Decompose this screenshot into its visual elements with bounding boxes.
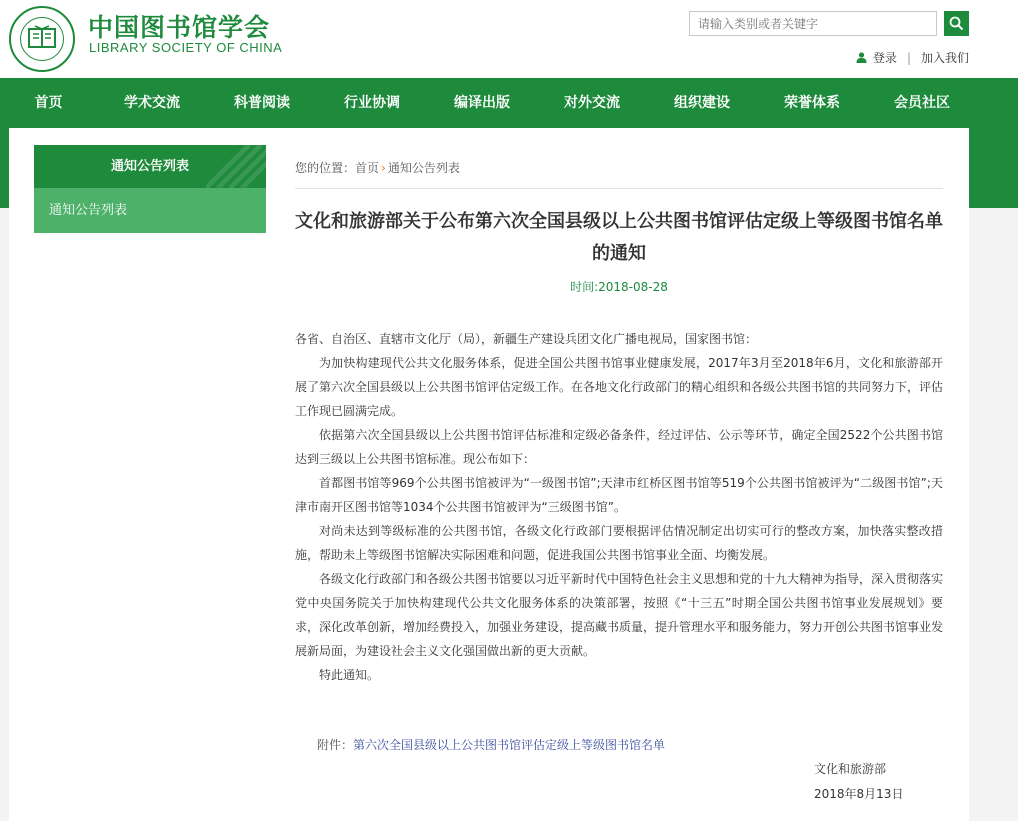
search-input[interactable] (689, 11, 937, 36)
article-date: 时间:2018-08-28 (570, 280, 668, 294)
breadcrumb-arrow-icon: › (381, 161, 386, 175)
nav-item-members[interactable]: 会员社区 (894, 95, 950, 111)
nav-item-international[interactable]: 对外交流 (564, 95, 620, 111)
logo-subtitle[interactable]: LIBRARY SOCIETY OF CHINA (89, 40, 283, 55)
search-icon (949, 16, 964, 31)
signature-org: 文化和旅游部 (814, 762, 887, 776)
search-button[interactable] (944, 11, 969, 36)
nav-item-organization[interactable]: 组织建设 (674, 95, 730, 111)
logo-title[interactable]: 中国图书馆学会 (88, 13, 271, 42)
breadcrumb (295, 159, 460, 176)
account-links (856, 49, 969, 66)
logo-emblem-icon[interactable] (9, 6, 75, 72)
breadcrumb-prefix: 您的位置： (295, 161, 356, 175)
article-title: 文化和旅游部关于公布第六次全国县级以上公共图书馆评估定级上等级图书馆名单的通知 (295, 211, 943, 264)
article-paragraph: 各级文化行政部门和各级公共图书馆要以习近平新时代中国特色社会主义思想和党的十九大精神为指导，深入贯彻落实党中央国务院关于加快构建现代公共文化服务体系的决策部署，按照《“十三五”时期全国公共图书馆事业发展规划》要求，深化改革创新，增加经费投入，加强业务建设，提高藏书质量，提升管理水平和服务能力，努力开创公共图书馆事业发展新局面，为建设社会主义文化强国做出新的更大贡献。 (295, 572, 944, 658)
nav-item-publishing[interactable]: 编译出版 (454, 95, 510, 111)
user-icon (856, 52, 867, 63)
article-salutation: 各省、自治区、直辖市文化厅（局），新疆生产建设兵团文化广播电视局，国家图书馆： (295, 332, 758, 346)
divider (295, 188, 943, 189)
nav-item-home[interactable]: 首页 (34, 95, 63, 111)
article-paragraph: 依据第六次全国县级以上公共图书馆评估标准和定级必备条件，经过评估、公示等环节，确定全国2522个公共图书馆达到三级以上公共图书馆标准。现公布如下： (295, 428, 943, 466)
attachment-link[interactable]: 第六次全国县级以上公共图书馆评估定级上等级图书馆名单 (353, 738, 666, 752)
sidebar-heading (34, 145, 266, 188)
main-nav (0, 78, 1018, 128)
article-paragraph: 首都图书馆等969个公共图书馆被评为“一级图书馆”;天津市红桥区图书馆等519个公共图书馆被评为“二级图书馆”;天津市南开区图书馆等1034个公共图书馆被评为“三级图书馆”。 (295, 476, 943, 514)
sidebar-item-notices[interactable]: 通知公告列表 (34, 188, 266, 233)
article-body (295, 327, 943, 687)
book-emblem-icon (27, 25, 57, 51)
nav-item-industry[interactable]: 行业协调 (344, 95, 400, 111)
link-separator: | (906, 50, 911, 65)
article-paragraph: 对尚未达到等级标准的公共图书馆，各级文化行政部门要根据评估情况制定出切实可行的整改方案，加快落实整改措施，帮助未上等级图书馆解决实际困难和问题，促进我国公共图书馆事业全面、均衡发展。 (295, 524, 943, 562)
breadcrumb-current[interactable]: 通知公告列表 (387, 161, 460, 175)
nav-item-reading[interactable]: 科普阅读 (234, 95, 290, 111)
nav-item-academic[interactable]: 学术交流 (124, 95, 180, 111)
site-header (0, 0, 1018, 78)
attachment-label: 附件： (317, 738, 354, 752)
attachment-line (317, 736, 665, 753)
login-link[interactable]: 登录 (872, 51, 897, 65)
signature-date: 2018年8月13日 (814, 787, 904, 801)
article-paragraph: 为加快构建现代公共文化服务体系，促进全国公共图书馆事业健康发展，2017年3月至2018年6月，文化和旅游部开展了第六次全国县级以上公共图书馆评估定级工作。在各地文化行政部门的精心组织和各级公共图书馆的共同努力下，评估工作现已圆满完成。 (295, 356, 944, 418)
join-link[interactable]: 加入我们 (920, 51, 969, 65)
article-closing: 特此通知。 (319, 668, 380, 682)
nav-item-honors[interactable]: 荣誉体系 (784, 95, 840, 111)
sidebar-heading-label: 通知公告列表 (110, 159, 189, 174)
breadcrumb-home[interactable]: 首页 (355, 161, 380, 175)
